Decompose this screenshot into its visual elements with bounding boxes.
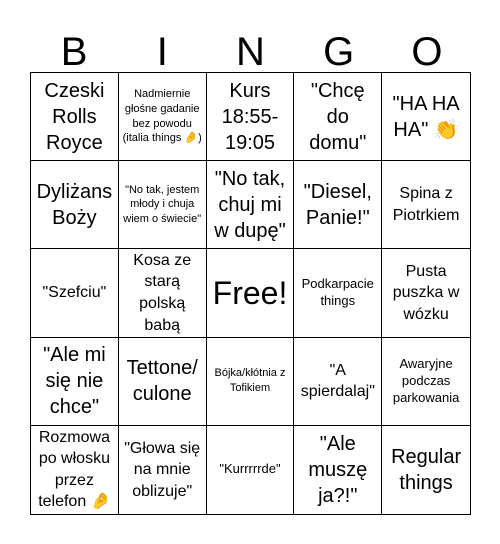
bingo-cell[interactable]: Pusta puszka w wózku (382, 249, 470, 337)
bingo-cell[interactable]: Spina z Piotrkiem (382, 161, 470, 249)
header-letter-i: I (156, 30, 168, 74)
bingo-cell[interactable]: Rozmowa po włosku przez telefon 🤌 (31, 426, 119, 514)
bingo-cell[interactable]: "Chcę do domu" (294, 73, 382, 161)
bingo-cell[interactable]: "Diesel, Panie!" (294, 161, 382, 249)
bingo-cell[interactable]: Tettone/ culone (119, 338, 207, 426)
header-letter-n: N (236, 30, 265, 74)
bingo-cell[interactable]: "Głowa się na mnie oblizuje" (119, 426, 207, 514)
bingo-cell[interactable]: Kurs 18:55-19:05 (207, 73, 295, 161)
bingo-cell[interactable]: "Kurrrrrde" (207, 426, 295, 514)
bingo-cell[interactable]: "No tak, jestem młody i chuja wiem o świecie" (119, 161, 207, 249)
bingo-cell[interactable]: "Ale muszę ja?!" (294, 426, 382, 514)
bingo-cell[interactable]: Dyliżans Boży (31, 161, 119, 249)
header-letter-o: O (411, 30, 443, 74)
bingo-cell[interactable]: "A spierdalaj" (294, 338, 382, 426)
bingo-board (30, 72, 471, 515)
bingo-cell[interactable]: "HA HA HA" 👏 (382, 73, 470, 161)
bingo-cell[interactable]: Awaryjne podczas parkowania (382, 338, 470, 426)
free-space-cell[interactable]: Free! (207, 249, 295, 337)
bingo-cell[interactable]: "No tak, chuj mi w dupę" (207, 161, 295, 249)
bingo-cell[interactable]: "Szefciu" (31, 249, 119, 337)
header-letter-b: B (60, 30, 88, 74)
bingo-cell[interactable]: "Ale mi się nie chce" (31, 338, 119, 426)
bingo-cell[interactable]: Czeski Rolls Royce (31, 73, 119, 161)
bingo-cell[interactable]: Bójka/kłótnia z Tofikiem (207, 338, 295, 426)
bingo-cell[interactable]: Podkarpacie things (294, 249, 382, 337)
header-letter-g: G (323, 30, 355, 74)
bingo-cell[interactable]: Kosa ze starą polską babą (119, 249, 207, 337)
bingo-cell[interactable]: Regular things (391, 445, 462, 494)
bingo-cell[interactable]: Nadmiernie głośne gadanie bez powodu (italia things 🤌) (119, 73, 207, 161)
